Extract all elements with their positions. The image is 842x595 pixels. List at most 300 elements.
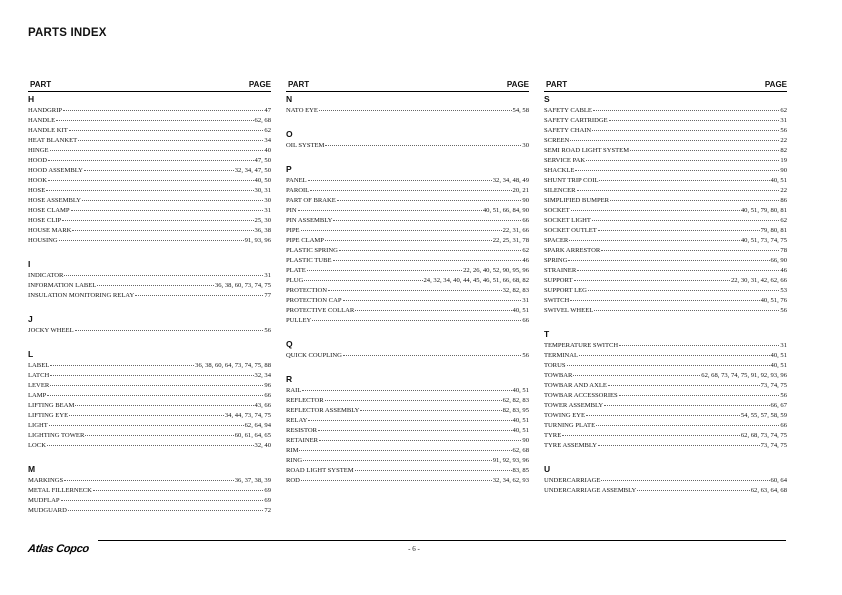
part-name: SWIVEL WHEEL bbox=[544, 307, 594, 314]
page-references: 40, 50 bbox=[254, 177, 271, 184]
section-spacer bbox=[544, 315, 787, 327]
page-references: 69 bbox=[264, 497, 271, 504]
dot-leader bbox=[64, 474, 234, 481]
part-name: MARKINGS bbox=[28, 477, 64, 484]
page-references: 22, 25, 31, 78 bbox=[492, 237, 529, 244]
page-references: 20, 21 bbox=[512, 187, 529, 194]
section-letter: H bbox=[28, 94, 35, 104]
page-references: 40, 51 bbox=[512, 427, 529, 434]
part-name: SCREEN bbox=[544, 137, 570, 144]
page-references: 36, 37, 38, 39 bbox=[234, 477, 271, 484]
page-references: 22, 31, 66 bbox=[502, 227, 529, 234]
section-letter: I bbox=[28, 259, 31, 269]
dot-leader bbox=[93, 484, 264, 491]
page-heading: PAGE bbox=[764, 80, 787, 89]
dot-leader bbox=[62, 214, 253, 221]
dot-leader bbox=[78, 134, 263, 141]
page-references: 66 bbox=[522, 317, 529, 324]
part-name: UNDERCARRIAGE ASSEMBLY bbox=[544, 487, 637, 494]
dot-leader bbox=[601, 474, 769, 481]
index-entry bbox=[286, 350, 529, 360]
page-references: 31 bbox=[264, 272, 271, 279]
page-references: 40, 51, 73, 74, 75 bbox=[740, 237, 787, 244]
page-references: 34 bbox=[264, 137, 271, 144]
page-references: 40, 51 bbox=[512, 417, 529, 424]
page-references: 22, 30, 31, 42, 62, 66 bbox=[730, 277, 787, 284]
page-references: 32, 34 bbox=[254, 372, 271, 379]
page-references: 34, 44, 73, 74, 75 bbox=[224, 412, 271, 419]
part-name: SOCKET bbox=[544, 207, 570, 214]
page-references: 22 bbox=[780, 187, 787, 194]
page-references: 66 bbox=[780, 422, 787, 429]
part-name: HOUSE MARK bbox=[28, 227, 72, 234]
index-entry bbox=[544, 305, 787, 315]
part-name: ROD bbox=[286, 477, 300, 484]
dot-leader bbox=[312, 314, 521, 321]
dot-leader bbox=[69, 124, 264, 131]
page-references: 31 bbox=[522, 297, 529, 304]
page-references: 54, 55, 57, 58, 59 bbox=[740, 412, 787, 419]
part-name: HANDLE KIT bbox=[28, 127, 68, 134]
dot-leader bbox=[47, 439, 254, 446]
page-references: 40, 51 bbox=[512, 387, 529, 394]
page-references: 40 bbox=[264, 147, 271, 154]
dot-leader bbox=[343, 349, 522, 356]
column-header bbox=[544, 80, 787, 92]
page-references: 82 bbox=[780, 147, 787, 154]
page-references: 32, 34, 47, 50 bbox=[234, 167, 271, 174]
dot-leader bbox=[299, 444, 511, 451]
page-references: 62, 82, 83 bbox=[502, 397, 529, 404]
index-section bbox=[544, 463, 787, 495]
part-name: LIGHTING TOWER bbox=[28, 432, 85, 439]
index-section bbox=[286, 163, 529, 325]
page-references: 32, 82, 83 bbox=[502, 287, 529, 294]
dot-leader bbox=[50, 359, 194, 366]
section-spacer bbox=[286, 115, 529, 127]
page-references: 31 bbox=[264, 207, 271, 214]
part-name: TOWER ASSEMBLY bbox=[544, 402, 604, 409]
section-letter: L bbox=[28, 349, 34, 359]
dot-leader bbox=[610, 194, 779, 201]
page-references: 36, 38 bbox=[254, 227, 271, 234]
part-name: PIPE bbox=[286, 227, 300, 234]
part-name: LABEL bbox=[28, 362, 50, 369]
part-name: RETAINER bbox=[286, 437, 319, 444]
part-name: SERVICE PAK bbox=[544, 157, 586, 164]
part-name: LIGHT bbox=[28, 422, 48, 429]
page-references: 62, 68, 73, 74, 75, 91, 92, 93, 96 bbox=[701, 372, 787, 379]
page-references: 40, 51 bbox=[512, 307, 529, 314]
page-references: 56 bbox=[780, 127, 787, 134]
dot-leader bbox=[308, 414, 511, 421]
dot-leader bbox=[50, 144, 264, 151]
part-name: PANEL bbox=[286, 177, 307, 184]
index-entry bbox=[544, 485, 787, 495]
part-name: RING bbox=[286, 457, 303, 464]
part-name: RAIL bbox=[286, 387, 302, 394]
part-name: INFORMATION LABEL bbox=[28, 282, 97, 289]
page-references: 62 bbox=[780, 217, 787, 224]
page-references: 91, 93, 96 bbox=[244, 237, 271, 244]
index-section bbox=[286, 373, 529, 485]
page-references: 82, 83, 95 bbox=[502, 407, 529, 414]
part-name: PLASTIC TUBE bbox=[286, 257, 332, 264]
part-name: REFLECTOR bbox=[286, 397, 324, 404]
dot-leader bbox=[308, 174, 492, 181]
part-name: SAFETY CHAIN bbox=[544, 127, 592, 134]
part-name: PIN bbox=[286, 207, 297, 214]
dot-leader bbox=[601, 244, 779, 251]
dot-leader bbox=[49, 419, 244, 426]
dot-leader bbox=[573, 369, 700, 376]
dot-leader bbox=[135, 289, 263, 296]
page-references: 22, 26, 40, 52, 90, 95, 96 bbox=[463, 267, 529, 274]
page-references: 96 bbox=[264, 382, 271, 389]
dot-leader bbox=[64, 269, 263, 276]
page-heading: PAGE bbox=[248, 80, 271, 89]
page-references: 47 bbox=[264, 107, 271, 114]
part-name: OIL SYSTEM bbox=[286, 142, 325, 149]
dot-leader bbox=[303, 454, 492, 461]
part-name: REFLECTOR ASSEMBLY bbox=[286, 407, 360, 414]
dot-leader bbox=[319, 104, 512, 111]
part-name: RELAY bbox=[286, 417, 308, 424]
section-spacer bbox=[286, 360, 529, 372]
part-name: RIM bbox=[286, 447, 299, 454]
part-name: SILENCER bbox=[544, 187, 576, 194]
part-name: TORUS bbox=[544, 362, 566, 369]
part-name: SEMI ROAD LIGHT SYSTEM bbox=[544, 147, 630, 154]
page-references: 66 bbox=[264, 392, 271, 399]
index-column-1 bbox=[28, 80, 271, 515]
page-references: 56 bbox=[780, 307, 787, 314]
part-name: PROTECTIVE COLLAR bbox=[286, 307, 355, 314]
page-references: 66, 67 bbox=[770, 402, 787, 409]
dot-leader bbox=[360, 404, 501, 411]
dot-leader bbox=[608, 379, 760, 386]
part-name: LIFTING EYE bbox=[28, 412, 69, 419]
page-references: 30 bbox=[264, 197, 271, 204]
dot-leader bbox=[84, 164, 234, 171]
index-section bbox=[28, 348, 271, 450]
dot-leader bbox=[637, 484, 750, 491]
index-entry bbox=[286, 475, 529, 485]
dot-leader bbox=[301, 474, 492, 481]
dot-leader bbox=[355, 304, 511, 311]
section-spacer bbox=[28, 245, 271, 257]
dot-leader bbox=[61, 494, 264, 501]
dot-leader bbox=[594, 304, 779, 311]
dot-leader bbox=[48, 174, 253, 181]
part-name: HOSE CLIP bbox=[28, 217, 62, 224]
part-name: PULLEY bbox=[286, 317, 312, 324]
dot-leader bbox=[569, 234, 740, 241]
part-name: TYRE ASSEMBLY bbox=[544, 442, 598, 449]
page-references: 56 bbox=[780, 392, 787, 399]
part-name: PIPE CLAMP bbox=[286, 237, 324, 244]
index-section bbox=[28, 313, 271, 335]
part-name: PART OF BRAKE bbox=[286, 197, 336, 204]
part-name: INSULATION MONITORING RELAY bbox=[28, 292, 135, 299]
dot-leader bbox=[302, 384, 511, 391]
part-name: SAFETY CARTRIDGE bbox=[544, 117, 608, 124]
part-name: PIN ASSEMBLY bbox=[286, 217, 333, 224]
page-references: 90 bbox=[780, 167, 787, 174]
part-name: HOSE ASSEMBLY bbox=[28, 197, 82, 204]
part-name: LOCK bbox=[28, 442, 46, 449]
page-references: 40, 51, 76 bbox=[760, 297, 787, 304]
part-heading: PART bbox=[546, 80, 568, 89]
part-name: STRAINER bbox=[544, 267, 577, 274]
page-references: 40, 51, 66, 84, 90 bbox=[482, 207, 529, 214]
index-column-3 bbox=[544, 80, 787, 495]
part-name: RESISTOR bbox=[286, 427, 318, 434]
part-name: NATO EYE bbox=[286, 107, 318, 114]
part-name: SWITCH bbox=[544, 297, 570, 304]
part-heading: PART bbox=[30, 80, 52, 89]
part-heading: PART bbox=[288, 80, 310, 89]
part-name: MUDFLAP bbox=[28, 497, 60, 504]
dot-leader bbox=[319, 434, 521, 441]
part-name: SUPPORT LEG bbox=[544, 287, 587, 294]
dot-leader bbox=[575, 164, 779, 171]
dot-leader bbox=[562, 429, 740, 436]
page-references: 40, 51 bbox=[770, 352, 787, 359]
page-references: 62, 68 bbox=[254, 117, 271, 124]
dot-leader bbox=[570, 294, 759, 301]
footer-divider bbox=[98, 540, 786, 541]
page-references: 77 bbox=[264, 292, 271, 299]
dot-leader bbox=[337, 194, 522, 201]
page-references: 43, 66 bbox=[254, 402, 271, 409]
dot-leader bbox=[318, 424, 511, 431]
section-spacer bbox=[544, 450, 787, 462]
page-references: 53 bbox=[780, 287, 787, 294]
part-name: LIFTING BEAM bbox=[28, 402, 75, 409]
atlas-copco-logo: Atlas Copco bbox=[27, 543, 90, 555]
part-name: HOUSING bbox=[28, 237, 58, 244]
dot-leader bbox=[301, 224, 502, 231]
dot-leader bbox=[577, 264, 779, 271]
dot-leader bbox=[619, 389, 780, 396]
dot-leader bbox=[59, 234, 244, 241]
part-name: TOWBAR AND AXLE bbox=[544, 382, 607, 389]
index-entry bbox=[286, 140, 529, 150]
dot-leader bbox=[333, 254, 522, 261]
part-name: JOCKY WHEEL bbox=[28, 327, 74, 334]
part-name: LAMP bbox=[28, 392, 47, 399]
page-references: 90 bbox=[522, 437, 529, 444]
page-references: 30 bbox=[522, 142, 529, 149]
part-name: TOWING EYE bbox=[544, 412, 586, 419]
page-references: 62, 64, 94 bbox=[244, 422, 271, 429]
dot-leader bbox=[609, 114, 780, 121]
dot-leader bbox=[574, 274, 730, 281]
column-header bbox=[28, 80, 271, 92]
part-name: HOOK bbox=[28, 177, 48, 184]
part-name: SUPPORT bbox=[544, 277, 573, 284]
dot-leader bbox=[567, 359, 770, 366]
dot-leader bbox=[570, 134, 779, 141]
dot-leader bbox=[48, 154, 253, 161]
section-letter: J bbox=[28, 314, 33, 324]
part-name: PROTECTION bbox=[286, 287, 328, 294]
dot-leader bbox=[619, 339, 779, 346]
dot-leader bbox=[63, 104, 263, 111]
page-references: 36, 38, 60, 64, 73, 74, 75, 88 bbox=[195, 362, 271, 369]
dot-leader bbox=[325, 234, 492, 241]
index-entry bbox=[286, 105, 529, 115]
page-references: 32, 34, 48, 49 bbox=[492, 177, 529, 184]
page-references: 72 bbox=[264, 507, 271, 514]
dot-leader bbox=[586, 409, 740, 416]
page-references: 36, 38, 60, 73, 74, 75 bbox=[214, 282, 271, 289]
part-name: QUICK COUPLING bbox=[286, 352, 342, 359]
section-letter: O bbox=[286, 129, 293, 139]
index-entry bbox=[28, 235, 271, 245]
dot-leader bbox=[68, 504, 264, 511]
index-section bbox=[28, 463, 271, 515]
page-references: 54, 58 bbox=[512, 107, 529, 114]
index-entry bbox=[28, 505, 271, 515]
dot-leader bbox=[586, 154, 779, 161]
dot-leader bbox=[307, 264, 462, 271]
dot-leader bbox=[310, 184, 511, 191]
page-title: PARTS INDEX bbox=[28, 27, 107, 39]
dot-leader bbox=[298, 204, 482, 211]
part-name: TOWBAR bbox=[544, 372, 573, 379]
page-references: 73, 74, 75 bbox=[760, 382, 787, 389]
dot-leader bbox=[630, 144, 779, 151]
page-references: 62 bbox=[264, 127, 271, 134]
index-entry bbox=[544, 440, 787, 450]
part-name: PLATE bbox=[286, 267, 306, 274]
part-name: HEAT BLANKET bbox=[28, 137, 78, 144]
part-name: SPRING bbox=[544, 257, 568, 264]
dot-leader bbox=[355, 464, 512, 471]
page-references: 46 bbox=[780, 267, 787, 274]
part-name: LEVER bbox=[28, 382, 50, 389]
dot-leader bbox=[577, 184, 780, 191]
index-section bbox=[286, 93, 529, 115]
part-name: HINGE bbox=[28, 147, 49, 154]
part-name: SOCKET OUTLET bbox=[544, 227, 597, 234]
page-number: - 6 - bbox=[408, 545, 420, 553]
dot-leader bbox=[596, 419, 779, 426]
part-name: INDICATOR bbox=[28, 272, 64, 279]
page-references: 73, 74, 75 bbox=[760, 442, 787, 449]
dot-leader bbox=[47, 389, 263, 396]
page-references: 31 bbox=[780, 117, 787, 124]
dot-leader bbox=[571, 204, 740, 211]
page-references: 22 bbox=[780, 137, 787, 144]
index-section bbox=[28, 93, 271, 245]
part-name: SHUNT TRIP COIL bbox=[544, 177, 599, 184]
dot-leader bbox=[592, 214, 779, 221]
dot-leader bbox=[72, 224, 253, 231]
page-references: 78 bbox=[780, 247, 787, 254]
page-references: 62, 68 bbox=[512, 447, 529, 454]
page-references: 56 bbox=[522, 352, 529, 359]
part-name: METAL FILLERNECK bbox=[28, 487, 92, 494]
dot-leader bbox=[343, 294, 522, 301]
section-spacer bbox=[28, 450, 271, 462]
dot-leader bbox=[588, 284, 780, 291]
page-references: 31 bbox=[780, 342, 787, 349]
section-spacer bbox=[286, 325, 529, 337]
page-references: 83, 85 bbox=[512, 467, 529, 474]
dot-leader bbox=[97, 279, 214, 286]
part-name: LATCH bbox=[28, 372, 50, 379]
part-name: PLUG bbox=[286, 277, 304, 284]
page-references: 60, 64 bbox=[770, 477, 787, 484]
dot-leader bbox=[604, 399, 769, 406]
index-entry bbox=[28, 290, 271, 300]
part-name: SHACKLE bbox=[544, 167, 575, 174]
column-header bbox=[286, 80, 529, 92]
part-name: TYRE bbox=[544, 432, 562, 439]
part-name: TURNING PLATE bbox=[544, 422, 596, 429]
page-references: 25, 30 bbox=[254, 217, 271, 224]
part-name: MUDGUARD bbox=[28, 507, 67, 514]
part-name: SAFETY CABLE bbox=[544, 107, 592, 114]
page-references: 60, 61, 64, 65 bbox=[234, 432, 271, 439]
dot-leader bbox=[325, 139, 521, 146]
page-references: 62 bbox=[522, 247, 529, 254]
section-letter: M bbox=[28, 464, 36, 474]
part-name: PROTECTION CAP bbox=[286, 297, 342, 304]
index-section bbox=[286, 128, 529, 150]
dot-leader bbox=[598, 224, 760, 231]
part-name: PLASTIC SPRING bbox=[286, 247, 338, 254]
dot-leader bbox=[50, 369, 253, 376]
page-references: 24, 32, 34, 40, 44, 45, 46, 51, 66, 68, 82 bbox=[423, 277, 529, 284]
section-spacer bbox=[28, 335, 271, 347]
section-letter: U bbox=[544, 464, 551, 474]
index-column-2 bbox=[286, 80, 529, 485]
page-references: 86 bbox=[780, 197, 787, 204]
dot-leader bbox=[579, 349, 769, 356]
dot-leader bbox=[568, 254, 769, 261]
part-name: HOSE CLAMP bbox=[28, 207, 70, 214]
dot-leader bbox=[339, 244, 522, 251]
page-references: 79, 80, 81 bbox=[760, 227, 787, 234]
section-letter: S bbox=[544, 94, 550, 104]
dot-leader bbox=[328, 284, 502, 291]
dot-leader bbox=[82, 194, 263, 201]
part-name: TEMPERATURE SWITCH bbox=[544, 342, 619, 349]
dot-leader bbox=[598, 439, 760, 446]
page-references: 30, 31 bbox=[254, 187, 271, 194]
dot-leader bbox=[50, 379, 263, 386]
page-references: 40, 51, 79, 80, 81 bbox=[740, 207, 787, 214]
part-name: HOSE bbox=[28, 187, 46, 194]
section-spacer bbox=[28, 300, 271, 312]
part-name: UNDERCARRIAGE bbox=[544, 477, 601, 484]
index-section bbox=[28, 258, 271, 300]
page-references: 56 bbox=[264, 327, 271, 334]
page-references: 32, 40 bbox=[254, 442, 271, 449]
dot-leader bbox=[333, 214, 521, 221]
page-references: 66 bbox=[522, 217, 529, 224]
index-section bbox=[286, 338, 529, 360]
part-name: SPARK ARRESTOR bbox=[544, 247, 601, 254]
section-letter: Q bbox=[286, 339, 293, 349]
index-section bbox=[544, 93, 787, 315]
page-references: 62, 63, 64, 68 bbox=[750, 487, 787, 494]
index-section bbox=[544, 328, 787, 450]
